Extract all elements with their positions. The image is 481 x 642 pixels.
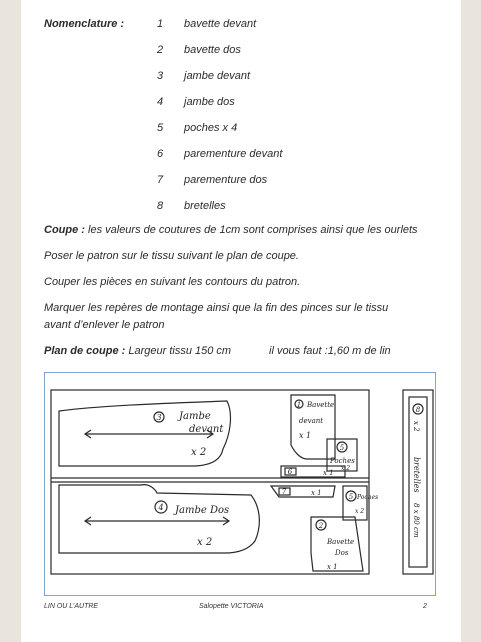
piece-number: 5 (339, 444, 345, 452)
piece-label: Dos (335, 549, 349, 557)
piece-qty: x 2 (197, 537, 213, 548)
piece-qty: x 1 (311, 489, 322, 497)
page-number: 2 (423, 603, 427, 610)
coupe-label: Coupe : (44, 224, 85, 236)
nomenclature-title: Nomenclature : (44, 18, 125, 30)
instruction-line: Couper les pièces en suivant les contours du patron. (44, 276, 301, 288)
piece-qty: x 2 (341, 465, 351, 472)
item-number: 8 (157, 200, 164, 212)
plan-width: Largeur tissu 150 cm (125, 345, 232, 357)
piece-label: Bavette (307, 401, 335, 409)
item-number: 1 (157, 18, 164, 30)
piece-number: 7 (281, 488, 287, 496)
item-label: parementure devant (184, 148, 283, 160)
piece-number: 4 (158, 503, 164, 512)
piece-label: Jambe (179, 411, 211, 422)
item-label: bretelles (184, 200, 226, 212)
item-number: 6 (157, 148, 164, 160)
coupe-text: les valeurs de coutures de 1cm sont comprises ainsi que les ourlets (84, 224, 418, 236)
item-label: jambe devant (184, 70, 251, 82)
piece-size: 8 x 80 cm (412, 503, 420, 538)
piece-qty: x 2 (355, 508, 365, 515)
footer-brand: LIN OU L’AUTRE (44, 603, 99, 610)
nomenclature-item (21, 122, 461, 138)
piece-label: Jambe Dos (175, 505, 230, 516)
piece-qty: x 1 (299, 431, 312, 440)
item-label: jambe dos (184, 96, 235, 108)
instruction-line: Marquer les repères de montage ainsi que la fin des pinces sur le tissu (44, 302, 389, 314)
nomenclature-item (21, 70, 461, 86)
nomenclature-item (21, 200, 461, 216)
coupe-paragraph (44, 222, 439, 239)
piece-qty: x 1 (327, 563, 338, 571)
nomenclature-item (21, 148, 461, 164)
nomenclature-item (21, 96, 461, 112)
cutting-plan-frame (44, 372, 436, 596)
instruction-line: avant d’enlever le patron (44, 319, 165, 331)
piece-label: devant (189, 424, 224, 435)
piece-qty: x 2 (412, 421, 420, 432)
piece-label: bretelles (412, 457, 421, 493)
piece-label: devant (299, 417, 324, 425)
piece-number: 8 (415, 406, 421, 414)
plan-need: il vous faut :1,60 m de lin (269, 345, 391, 357)
instruction-line: Poser le patron sur le tissu suivant le plan de coupe. (44, 250, 299, 262)
item-label: bavette devant (184, 18, 257, 30)
piece-number: 2 (318, 522, 324, 530)
plan-label: Plan de coupe : (44, 345, 126, 357)
item-number: 7 (157, 174, 164, 186)
item-number: 2 (157, 44, 164, 56)
piece-qty: x 1 (323, 469, 334, 477)
nomenclature-item (21, 44, 461, 60)
item-label: bavette dos (184, 44, 241, 56)
piece-qty: x 2 (191, 447, 207, 458)
item-number: 4 (157, 96, 164, 108)
piece-number: 1 (296, 401, 302, 409)
footer-title: Salopette VICTORIA (199, 603, 264, 610)
piece-number: 5 (348, 493, 354, 501)
item-label: parementure dos (184, 174, 268, 186)
piece-number: 6 (287, 468, 293, 476)
item-label: poches x 4 (184, 122, 238, 134)
piece-label: Poches (330, 457, 355, 465)
piece-number: 3 (156, 413, 162, 422)
piece-label: Bavette (327, 538, 355, 546)
item-number: 3 (157, 70, 164, 82)
nomenclature-item (21, 174, 461, 190)
document-page (21, 0, 461, 642)
piece-label: Poches (357, 494, 379, 501)
nomenclature-item (21, 18, 461, 34)
item-number: 5 (157, 122, 164, 134)
cutting-plan-diagram (45, 373, 435, 595)
